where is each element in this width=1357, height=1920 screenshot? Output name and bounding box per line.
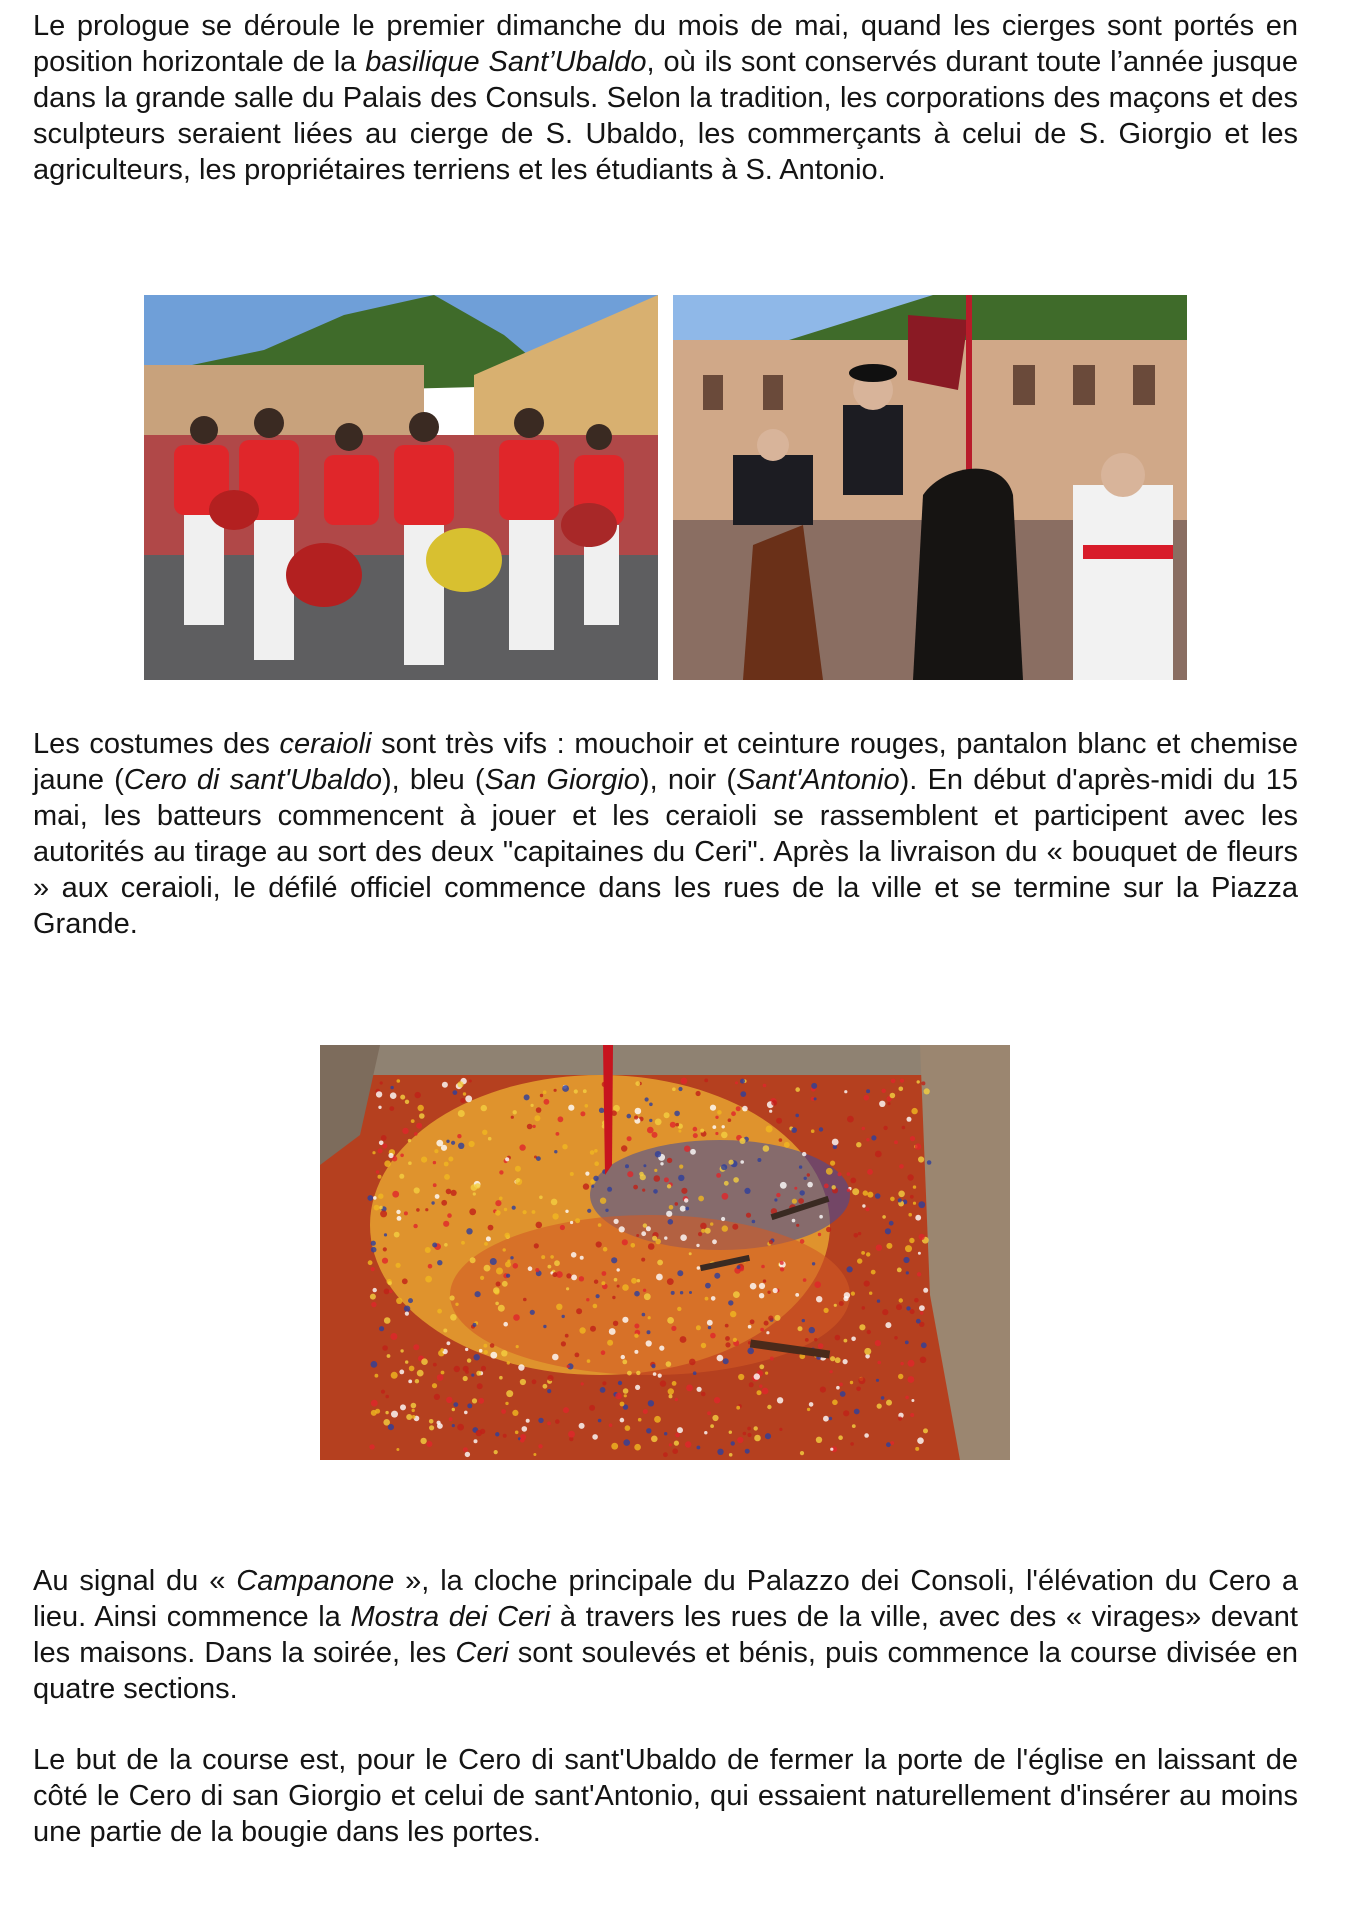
italic-term: Mostra dei Ceri [350, 1601, 551, 1633]
text-run: Le prologue se déroule le premier dimanche du mois de mai, quand les cierges sont portés en position horizontale de la [33, 10, 1298, 78]
text-run: sont soulevés et bénis, puis commence la course divisée en quatre sections. [33, 1637, 1298, 1705]
text-run: ), noir ( [639, 764, 737, 796]
photo-crowd-piazza [320, 1045, 1010, 1460]
italic-term: ceraioli [279, 728, 372, 760]
photo-horseman [673, 295, 1187, 680]
text-run: ). En début d'après-midi du 15 mai, les batteurs commencent à jouer et les ceraioli se rassemblent et participent avec les autorités au tirage au sort des deux "capitaines du Ceri". Après la livraison du « bouquet de fleurs » aux ceraioli, le défilé officiel commence dans les rues de la ville et se termine sur la Piazza Grande. [33, 764, 1299, 940]
paragraph-campanone [33, 1563, 1298, 1707]
italic-term: Cero di sant'Ubaldo [123, 764, 382, 796]
photo-drummers [144, 295, 658, 680]
text-run: », la cloche principale du Palazzo dei Consoli, l'élévation du Cero a lieu. Ainsi commence la [33, 1565, 1299, 1633]
text-run: Au signal du « [33, 1565, 237, 1597]
text-run: ), bleu ( [381, 764, 485, 796]
italic-term: Campanone [236, 1565, 395, 1597]
text-run: sont très vifs : mouchoir et ceinture rouges, pantalon blanc et chemise jaune ( [33, 728, 1298, 796]
text-run: à travers les rues de la ville, avec des « virages» devant les maisons. Dans la soirée, les [33, 1601, 1298, 1669]
paragraph-costumes [33, 726, 1298, 942]
italic-term: San Giorgio [484, 764, 640, 796]
text-run: Le but de la course est, pour le Cero di sant'Ubaldo de fermer la porte de l'église en laissant de côté le Cero di san Giorgio et celui de sant'Antonio, qui essaient naturellement d'insérer au moins une partie de la bougie dans les portes. [33, 1744, 1298, 1848]
italic-term: basilique Sant’Ubaldo [365, 46, 647, 78]
text-run: Les costumes des [33, 728, 280, 760]
text-run: , où ils sont conservés durant toute l’année jusque dans la grande salle du Palais des Consuls. Selon la tradition, les corporations des maçons et des sculpteurs seraient liées au cierge de S. Ubaldo, les commerçants à celui de S. Giorgio et les agriculteurs, les propriétaires terriens et les étudiants à S. Antonio. [33, 46, 1298, 186]
paragraph-race-goal [33, 1742, 1298, 1850]
paragraph-prologue [33, 8, 1298, 188]
italic-term: Ceri [455, 1637, 509, 1669]
italic-term: Sant'Antonio [736, 764, 900, 796]
